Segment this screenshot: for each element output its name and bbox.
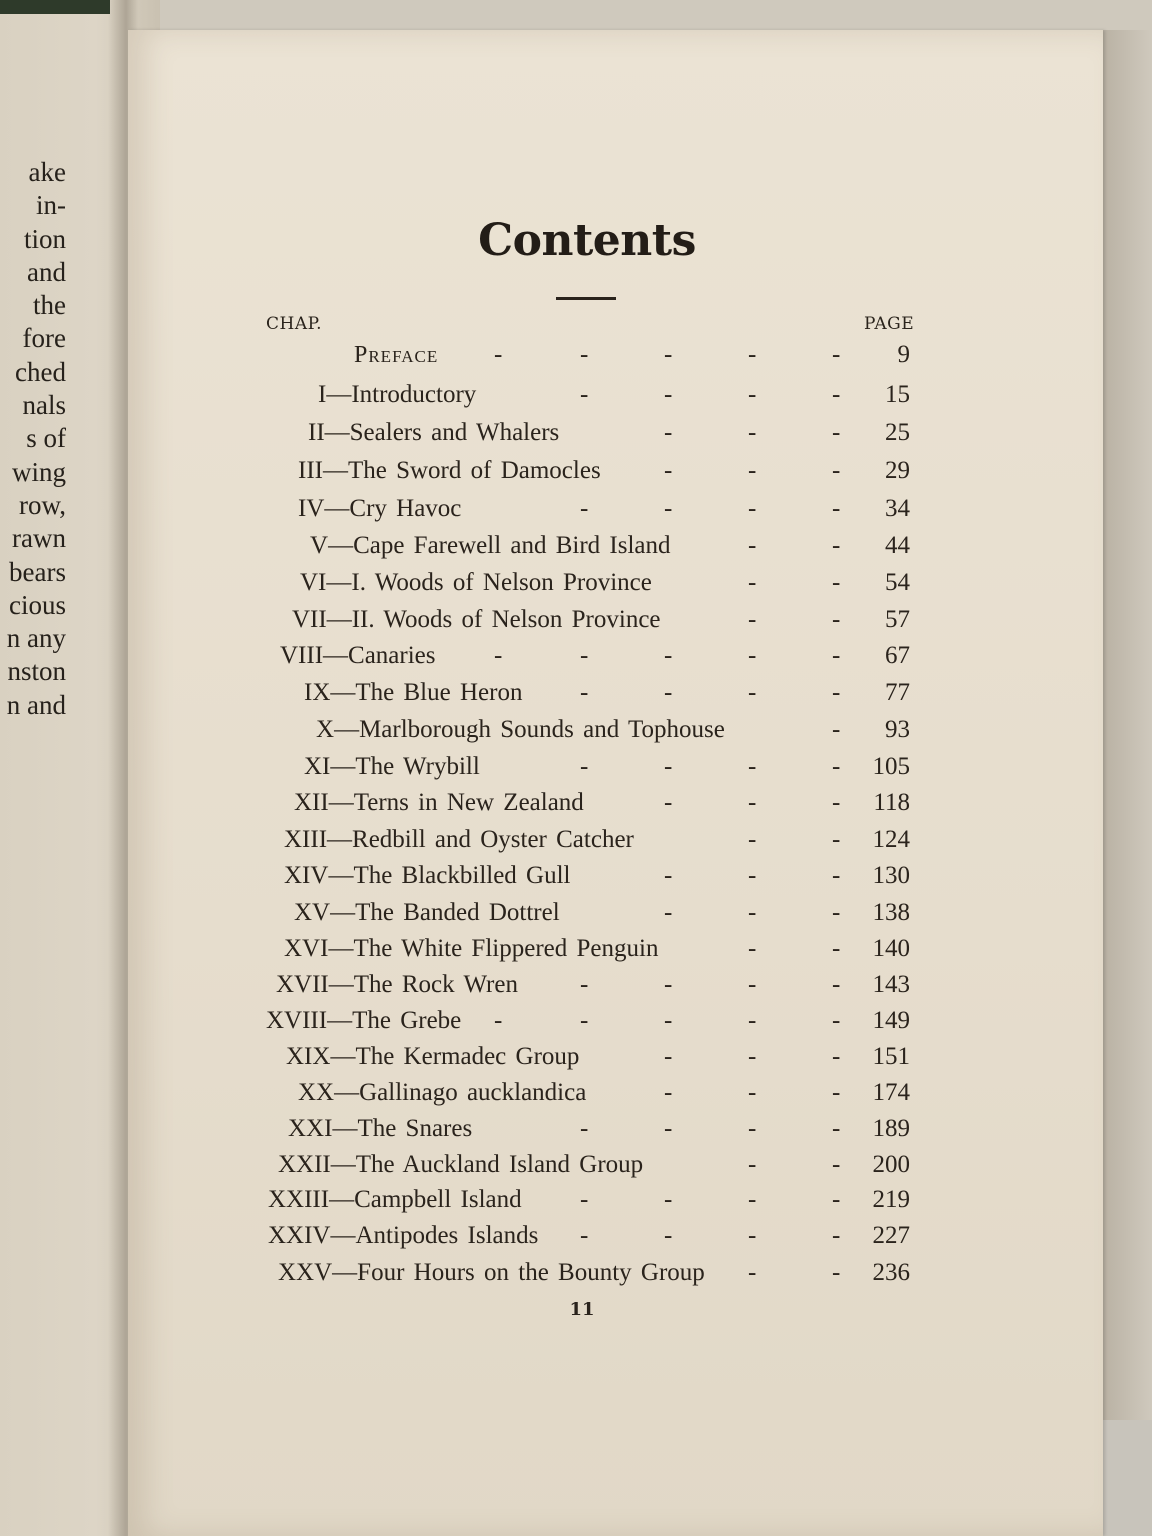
toc-page-number: 118 [873, 789, 910, 816]
leader-dash: - [832, 381, 841, 408]
leader-dash: - [832, 753, 841, 780]
toc-page-number: 25 [885, 419, 910, 446]
toc-entry [0, 641, 1152, 677]
chapter-numeral: IV [298, 495, 325, 522]
leader-dash: - [832, 679, 841, 706]
chapter-title: Four Hours on the Bounty Group [357, 1259, 705, 1286]
leader-dash: - [664, 642, 673, 669]
toc-entry-title: XIV—The Blackbilled Gull [284, 862, 571, 889]
leader-dash: - [748, 1079, 757, 1106]
toc-entry-title: VIII—Canaries [280, 642, 436, 669]
leader-dash: - [748, 1151, 757, 1178]
toc-page-number: 200 [872, 1151, 910, 1178]
chapter-title: Marlborough Sounds and Tophouse [359, 716, 725, 743]
leader-dash: - [748, 1007, 757, 1034]
toc-entry-title: XXIV—Antipodes Islands [268, 1222, 539, 1249]
leader-dash: - [748, 457, 757, 484]
chapter-title: The Sword of Damocles [347, 457, 601, 484]
previous-page-line: cious [9, 589, 66, 620]
toc-entry [0, 970, 1152, 1006]
chapter-numeral: I [318, 381, 327, 408]
previous-page-line: ched [15, 356, 66, 387]
leader-dash: - [664, 1007, 673, 1034]
leader-dash: - [748, 753, 757, 780]
toc-page-number: 130 [872, 862, 910, 889]
chapter-numeral: III [298, 457, 323, 484]
chapter-numeral: XVII [276, 971, 329, 998]
toc-page-number: 236 [872, 1259, 910, 1286]
toc-entry [0, 788, 1152, 824]
previous-page-line: in- [36, 190, 66, 221]
leader-dash: - [664, 789, 673, 816]
leader-dash: - [748, 381, 757, 408]
toc-page-number: 29 [885, 457, 910, 484]
leader-dash: - [580, 1007, 589, 1034]
toc-page-number: 57 [885, 606, 910, 633]
toc-entry [0, 1006, 1152, 1042]
toc-entry [0, 825, 1152, 861]
toc-entry-title: XXIII—Campbell Island [268, 1186, 522, 1213]
toc-entry [0, 1078, 1152, 1114]
toc-entry-title: VI—I. Woods of Nelson Province [300, 569, 652, 596]
chapter-title: The Blue Heron [355, 679, 523, 706]
previous-page-line: rawn [12, 523, 66, 554]
toc-entry [0, 568, 1152, 604]
leader-dash: - [748, 1043, 757, 1070]
toc-entry [0, 380, 1152, 416]
toc-entry [0, 605, 1152, 641]
chapter-numeral: VIII [280, 642, 324, 669]
toc-entry [0, 1185, 1152, 1221]
previous-page-line: ake [28, 157, 66, 187]
toc-entry [0, 340, 1152, 376]
toc-entry-title: XVII—The Rock Wren [276, 971, 518, 998]
toc-page-number: 34 [885, 495, 910, 522]
page-number: 11 [569, 1299, 595, 1320]
leader-dash: - [748, 569, 757, 596]
leader-dash: - [832, 862, 841, 889]
leader-dash: - [748, 642, 757, 669]
leader-dash: - [664, 1043, 673, 1070]
toc-entry-title: XX—Gallinago aucklandica [298, 1079, 587, 1106]
leader-dash: - [580, 642, 589, 669]
leader-dash: - [832, 1222, 841, 1249]
chapter-title: The White Flippered Penguin [353, 935, 659, 962]
leader-dash: - [832, 1151, 841, 1178]
chapter-numeral: VII [292, 606, 327, 633]
leader-dash: - [748, 532, 757, 559]
leader-dash: - [494, 1007, 503, 1034]
chapter-title: The Kermadec Group [355, 1043, 580, 1070]
previous-page-line: the [33, 290, 66, 321]
chap-column-header: CHAP. [266, 314, 323, 334]
chapter-title: The Wrybill [355, 753, 480, 780]
leader-dash: - [832, 935, 841, 962]
page-column-header: PAGE [864, 314, 915, 334]
previous-page-line: s of [26, 423, 66, 454]
leader-dash: - [494, 642, 503, 669]
toc-entry-title: XIII—Redbill and Oyster Catcher [284, 826, 634, 853]
leader-dash: - [580, 381, 589, 408]
toc-entry [0, 456, 1152, 492]
toc-page-number: 77 [885, 679, 910, 706]
leader-dash: - [580, 1222, 589, 1249]
leader-dash: - [748, 935, 757, 962]
leader-dash: - [832, 532, 841, 559]
toc-entry-title: XIX—The Kermadec Group [286, 1043, 580, 1070]
chapter-numeral: XXV [278, 1259, 333, 1286]
leader-dash: - [580, 1115, 589, 1142]
chapter-numeral: V [310, 532, 329, 559]
chapter-title: Cry Havoc [349, 495, 462, 522]
toc-entry-title: IX—The Blue Heron [304, 679, 523, 706]
toc-entry [0, 1114, 1152, 1150]
leader-dash: - [748, 971, 757, 998]
leader-dash: - [664, 457, 673, 484]
chapter-title: Redbill and Oyster Catcher [352, 826, 634, 853]
chapter-title: I. Woods of Nelson Province [351, 569, 652, 596]
chapter-title: The Grebe [352, 1007, 462, 1034]
chapter-numeral: XXIV [268, 1222, 331, 1249]
leader-dash: - [748, 1259, 757, 1286]
toc-entry-title: XVIII—The Grebe [266, 1007, 462, 1034]
leader-dash: - [748, 1222, 757, 1249]
leader-dash: - [832, 495, 841, 522]
leader-dash: - [580, 495, 589, 522]
toc-entry-title: XV—The Banded Dottrel [294, 899, 560, 926]
leader-dash: - [494, 341, 503, 368]
leader-dash: - [664, 1079, 673, 1106]
leader-dash: - [832, 1079, 841, 1106]
leader-dash: - [832, 341, 841, 368]
leader-dash: - [664, 1115, 673, 1142]
toc-page-number: 138 [872, 899, 910, 926]
chapter-numeral: XX [298, 1079, 335, 1106]
leader-dash: - [832, 716, 841, 743]
chapter-numeral: XXII [278, 1151, 331, 1178]
leader-dash: - [748, 862, 757, 889]
leader-dash: - [832, 642, 841, 669]
leader-dash: - [580, 341, 589, 368]
leader-dash: - [832, 419, 841, 446]
chapter-numeral: IX [304, 679, 331, 706]
leader-dash: - [580, 971, 589, 998]
chapter-title: Canaries [348, 642, 436, 669]
toc-page-number: 174 [872, 1079, 910, 1106]
leader-dash: - [832, 457, 841, 484]
toc-page-number: 9 [897, 341, 910, 368]
previous-page-line: n any [6, 623, 66, 654]
chapter-numeral: X [316, 716, 335, 743]
leader-dash: - [664, 419, 673, 446]
toc-page-number: 151 [872, 1043, 910, 1070]
toc-page-number: 149 [872, 1007, 910, 1034]
previous-page-line: nals [22, 390, 66, 421]
toc-entry [0, 898, 1152, 934]
toc-entry [0, 715, 1152, 751]
leader-dash: - [832, 826, 841, 853]
previous-page-line: row, [19, 489, 66, 520]
toc-entry-title: III—The Sword of Damocles [298, 457, 601, 484]
leader-dash: - [832, 569, 841, 596]
leader-dash: - [580, 753, 589, 780]
chapter-numeral: XIII [284, 826, 328, 853]
leader-dash: - [748, 419, 757, 446]
toc-page-number: 219 [872, 1186, 910, 1213]
toc-entry [0, 1221, 1152, 1257]
toc-entry-title: XI—The Wrybill [304, 753, 480, 780]
toc-entry [0, 752, 1152, 788]
toc-entry-title: I—Introductory [318, 381, 477, 408]
leader-dash: - [832, 1043, 841, 1070]
toc-entry-title: II—Sealers and Whalers [308, 419, 560, 446]
leader-dash: - [580, 679, 589, 706]
leader-dash: - [832, 1259, 841, 1286]
page-title: Contents [478, 215, 696, 266]
leader-dash: - [664, 495, 673, 522]
toc-page-number: 124 [872, 826, 910, 853]
chapter-title: Gallinago aucklandica [359, 1079, 587, 1106]
toc-entry-title: XVI—The White Flippered Penguin [284, 935, 659, 962]
leader-dash: - [748, 341, 757, 368]
toc-entry-title: XXI—The Snares [288, 1115, 473, 1142]
chapter-title: Introductory [351, 381, 477, 408]
chapter-numeral: II [308, 419, 325, 446]
chapter-numeral: XIV [284, 862, 329, 889]
leader-dash: - [832, 971, 841, 998]
toc-page-number: 15 [885, 381, 910, 408]
leader-dash: - [748, 789, 757, 816]
leader-dash: - [664, 341, 673, 368]
leader-dash: - [664, 899, 673, 926]
chapter-numeral: XXIII [268, 1186, 330, 1213]
toc-page-number: 105 [872, 753, 910, 780]
toc-entry [0, 494, 1152, 530]
leader-dash: - [832, 789, 841, 816]
leader-dash: - [664, 381, 673, 408]
toc-entry-title [354, 340, 438, 370]
leader-dash: - [832, 1115, 841, 1142]
toc-entry-title: VII—II. Woods of Nelson Province [292, 606, 661, 633]
leader-dash: - [580, 1186, 589, 1213]
leader-dash: - [664, 679, 673, 706]
toc-page-number: 93 [885, 716, 910, 743]
toc-entry [0, 418, 1152, 454]
leader-dash: - [748, 606, 757, 633]
chapter-title: Campbell Island [354, 1186, 522, 1213]
chapter-numeral: VI [300, 569, 327, 596]
toc-page-number: 143 [872, 971, 910, 998]
toc-entry-title: V—Cape Farewell and Bird Island [310, 532, 671, 559]
chapter-title: The Rock Wren [353, 971, 518, 998]
toc-entry [0, 531, 1152, 567]
previous-page-line: and [27, 256, 66, 287]
leader-dash: - [748, 826, 757, 853]
toc-page-number: 67 [885, 642, 910, 669]
toc-entry [0, 678, 1152, 714]
chapter-title: Terns in New Zealand [353, 789, 584, 816]
leader-dash: - [664, 862, 673, 889]
previous-page-line: tion [23, 223, 66, 254]
leader-dash: - [832, 606, 841, 633]
chapter-title: Antipodes Islands [355, 1222, 539, 1249]
previous-page-line: fore [22, 323, 66, 354]
leader-dash: - [748, 1186, 757, 1213]
leader-dash: - [664, 1222, 673, 1249]
toc-page-number: 140 [872, 935, 910, 962]
leader-dash: - [832, 899, 841, 926]
chapter-numeral: XII [294, 789, 329, 816]
previous-page-line: bears [9, 556, 66, 587]
chapter-title: The Blackbilled Gull [353, 862, 571, 889]
chapter-numeral: XXI [288, 1115, 333, 1142]
toc-entry-title: XXV—Four Hours on the Bounty Group [278, 1259, 705, 1286]
leader-dash: - [832, 1186, 841, 1213]
chapter-title: The Banded Dottrel [355, 899, 560, 926]
toc-entry-title: XII—Terns in New Zealand [294, 789, 584, 816]
leader-dash: - [664, 1186, 673, 1213]
toc-page-number: 44 [885, 532, 910, 559]
leader-dash: - [748, 679, 757, 706]
toc-entry [0, 1042, 1152, 1078]
toc-entry [0, 1258, 1152, 1294]
chapter-title: Preface [354, 342, 439, 368]
chapter-numeral: XI [304, 753, 331, 780]
chapter-title: The Auckland Island Group [355, 1151, 644, 1178]
toc-page-number: 227 [872, 1222, 910, 1249]
toc-page-number: 189 [872, 1115, 910, 1142]
chapter-title: Cape Farewell and Bird Island [353, 532, 671, 559]
toc-entry-title: X—Marlborough Sounds and Tophouse [316, 716, 725, 743]
toc-entry [0, 934, 1152, 970]
toc-page-number: 54 [885, 569, 910, 596]
chapter-numeral: XVI [284, 935, 329, 962]
leader-dash: - [748, 1115, 757, 1142]
leader-dash: - [748, 899, 757, 926]
previous-page-line: n and [6, 689, 66, 720]
leader-dash: - [664, 753, 673, 780]
toc-entry [0, 861, 1152, 897]
chapter-title: II. Woods of Nelson Province [351, 606, 661, 633]
chapter-numeral: XVIII [266, 1007, 328, 1034]
chapter-numeral: XV [294, 899, 331, 926]
chapter-numeral: XIX [286, 1043, 331, 1070]
leader-dash: - [832, 1007, 841, 1034]
leader-dash: - [748, 495, 757, 522]
toc-entry-title: IV—Cry Havoc [298, 495, 462, 522]
previous-page-line: wing [12, 456, 66, 487]
toc-entry [0, 1150, 1152, 1186]
leader-dash: - [664, 971, 673, 998]
previous-page-line: nston [7, 656, 66, 687]
chapter-title: Sealers and Whalers [349, 419, 560, 446]
toc-entry-title: XXII—The Auckland Island Group [278, 1151, 644, 1178]
chapter-title: The Snares [357, 1115, 473, 1142]
